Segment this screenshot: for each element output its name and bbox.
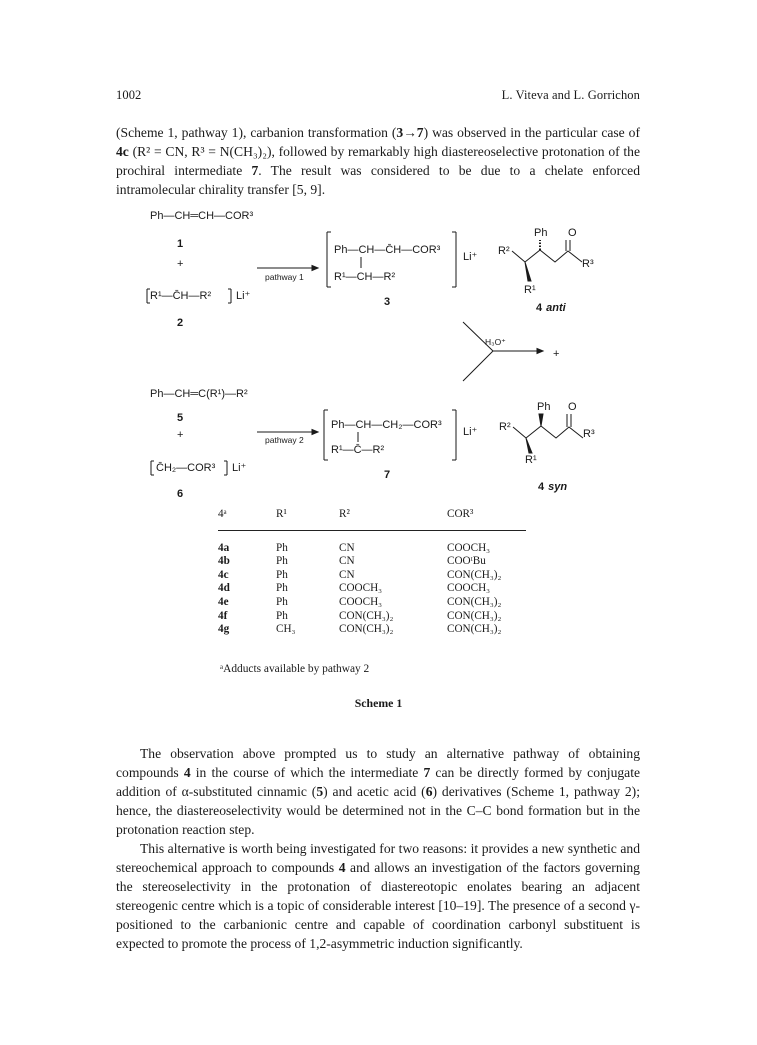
compound-5-formula: Ph—CH═C(R¹)—R² bbox=[150, 388, 248, 400]
table-cell: 4g bbox=[218, 623, 230, 636]
table-header-cell: COR³ bbox=[447, 508, 526, 530]
para2-ref-7: 7 bbox=[423, 765, 431, 780]
table-cell: COOᵗBu bbox=[447, 555, 486, 568]
page-number: 1002 bbox=[116, 88, 142, 102]
intermediate-7-number: 7 bbox=[384, 469, 391, 481]
intermediate-7-bottom: R¹—C̄—R² bbox=[331, 444, 385, 456]
lithium-cation-3: Li⁺ bbox=[463, 251, 478, 263]
pathway-2-label: pathway 2 bbox=[265, 435, 304, 445]
protonation-divider bbox=[463, 322, 493, 381]
table-cell: 4c bbox=[218, 568, 229, 581]
para2-text-1: The observation above prompted us to study an alternative pathway of obtaining compounds bbox=[116, 746, 640, 780]
para3-text-2: and allows an investigation of the factors governing the stereoselectivity in the protonation of diastereotopic enolates bearing an adjacent stereogenic centre which is a topic of considerable interest [10–19]. The presence of a second γ-positioned to the carbanionic centre and capable of coordination carbonyl substituent is expected to promote the process of 1,2-asymmetric induction significantly. bbox=[116, 860, 640, 951]
table-cell: CON(CH₃)₂ bbox=[339, 609, 394, 622]
ref-3-to-7: 3→7 bbox=[396, 125, 424, 140]
table-cell: 4f bbox=[218, 609, 228, 622]
anti-wedge-bond bbox=[525, 262, 531, 281]
bracket-7-right bbox=[452, 410, 456, 460]
table-cell: Ph bbox=[276, 582, 288, 595]
arrow-pathway-2-head bbox=[312, 430, 318, 435]
table-cell: CON(CH₃)₂ bbox=[447, 568, 502, 581]
bracket-6-left bbox=[151, 461, 154, 475]
anti-product-number: 4 bbox=[536, 302, 543, 314]
scheme-caption: Scheme 1 bbox=[354, 696, 403, 710]
syn-ph-label: Ph bbox=[537, 401, 551, 413]
body-paragraph-2 bbox=[116, 744, 640, 839]
table-cell: COOCH₃ bbox=[339, 582, 383, 595]
anti-o-label: O bbox=[568, 227, 577, 239]
intro-text-2: ) was observed in the particular case of bbox=[423, 125, 640, 140]
table-cell: COOCH₃ bbox=[339, 595, 383, 608]
table-cell: CON(CH₃)₂ bbox=[447, 595, 502, 608]
table-row bbox=[218, 555, 526, 569]
syn-o-label: O bbox=[568, 401, 577, 413]
table-cell: CON(CH₃)₂ bbox=[339, 623, 394, 636]
intro-text-4: . The result was considered to be due to a chelate enforced intramolecular chirality transfer [5, 9]. bbox=[116, 163, 640, 197]
arrow-pathway-1-head bbox=[312, 266, 318, 271]
table-header-cell: R¹ bbox=[276, 508, 339, 530]
running-head: L. Viteva and L. Gorrichon bbox=[501, 88, 640, 102]
syn-wedge-bond-up bbox=[539, 414, 543, 426]
plus-sign-products: + bbox=[553, 348, 560, 360]
plus-sign-2: + bbox=[177, 429, 184, 441]
table-cell: CH₃ bbox=[276, 623, 296, 636]
anti-r2-label: R² bbox=[498, 245, 510, 257]
para2-text-5: ) derivatives (Scheme 1, pathway 2); hence, the diastereoselectivity would be determined not in the C–C bond formation but in the protonation reaction step. bbox=[116, 784, 640, 837]
table-cell: 4a bbox=[218, 541, 230, 554]
anti-carbonyl-bond bbox=[566, 240, 570, 251]
table-cell: COOCH₃ bbox=[447, 541, 491, 554]
compound-6-formula: C̄H₂—COR³ bbox=[156, 462, 216, 474]
para2-text-4: ) and acetic acid ( bbox=[323, 784, 426, 799]
h3o-reagent: H₃O⁺ bbox=[485, 337, 506, 347]
table-cell: CN bbox=[339, 541, 355, 554]
table-cell: Ph bbox=[276, 541, 288, 554]
table-cell: Ph bbox=[276, 555, 288, 568]
syn-descriptor: syn bbox=[548, 481, 568, 493]
table-row bbox=[218, 623, 526, 637]
intro-text-3: followed by remarkably high diastereoselective protonation of the prochiral intermediate bbox=[116, 144, 640, 178]
table-cell: 4d bbox=[218, 582, 230, 595]
syn-r3-label: R³ bbox=[583, 428, 595, 440]
compound-6-number: 6 bbox=[177, 488, 184, 500]
ref-7: 7 bbox=[251, 163, 259, 178]
intermediate-3-top: Ph—CH—C̄H—COR³ bbox=[334, 244, 441, 256]
para2-ref-4: 4 bbox=[183, 765, 191, 780]
intro-formula: (R² = CN, R³ = N(CH₃)₂), bbox=[128, 144, 279, 159]
ref-4c: 4c bbox=[116, 144, 129, 159]
lithium-cation-7: Li⁺ bbox=[463, 426, 478, 438]
table-header-cell: 4ᵃ bbox=[218, 508, 276, 530]
compound-2-formula: R¹—C̄H—R² bbox=[150, 290, 212, 302]
table-cell: CN bbox=[339, 568, 355, 581]
table-cell: CON(CH₃)₂ bbox=[447, 623, 502, 636]
pathway-1-label: pathway 1 bbox=[265, 272, 304, 282]
para2-text-3: can be directly formed by conjugate addition of α-substituted cinnamic ( bbox=[116, 765, 641, 799]
table-row bbox=[218, 569, 526, 583]
syn-r1-label: R¹ bbox=[525, 454, 537, 466]
table-header-row bbox=[218, 508, 526, 530]
table-row bbox=[218, 530, 526, 555]
arrow-protonation-head bbox=[537, 349, 543, 354]
syn-wedge-bond-down bbox=[526, 438, 532, 453]
table-cell: Ph bbox=[276, 595, 288, 608]
anti-r1-label: R¹ bbox=[524, 284, 536, 296]
compound-1-formula: Ph—CH═CH—COR³ bbox=[150, 210, 254, 222]
intermediate-7-top: Ph—CH—CH₂—COR³ bbox=[331, 419, 442, 431]
table-cell: 4b bbox=[218, 555, 230, 568]
para2-ref-6: 6 bbox=[425, 784, 433, 799]
syn-product-label bbox=[538, 481, 567, 493]
table-row bbox=[218, 610, 526, 624]
table-cell: Ph bbox=[276, 609, 288, 622]
body-paragraph-3 bbox=[116, 839, 640, 953]
bracket-2-right bbox=[228, 289, 231, 303]
intro-text-1: (Scheme 1, pathway 1), carbanion transformation ( bbox=[116, 125, 397, 140]
para3-ref-4: 4 bbox=[338, 860, 346, 875]
table-cell: CON(CH₃)₂ bbox=[447, 609, 502, 622]
para2-text-2: in the course of which the intermediate bbox=[190, 765, 424, 780]
anti-chain-bonds bbox=[512, 250, 582, 262]
lithium-cation-2: Li⁺ bbox=[236, 290, 251, 302]
bracket-3-left bbox=[327, 232, 331, 287]
anti-descriptor: anti bbox=[546, 302, 566, 314]
bracket-7-left bbox=[324, 410, 328, 460]
intermediate-3-bottom: R¹—CH—R² bbox=[334, 271, 396, 283]
para2-ref-5: 5 bbox=[316, 784, 324, 799]
table-row bbox=[218, 582, 526, 596]
substituent-table bbox=[218, 508, 526, 637]
lithium-cation-6: Li⁺ bbox=[232, 462, 247, 474]
anti-r3-label: R³ bbox=[582, 258, 594, 270]
compound-5-number: 5 bbox=[177, 412, 184, 424]
syn-carbonyl-bond bbox=[567, 414, 571, 427]
table-row bbox=[218, 596, 526, 610]
intermediate-3-number: 3 bbox=[384, 296, 391, 308]
table-footnote: ᵃAdducts available by pathway 2 bbox=[220, 663, 370, 675]
table-cell: Ph bbox=[276, 568, 288, 581]
syn-chain-bonds bbox=[513, 426, 583, 438]
plus-sign-1: + bbox=[177, 258, 184, 270]
compound-1-number: 1 bbox=[177, 238, 184, 250]
bracket-6-right bbox=[224, 461, 227, 475]
table-header-cell: R² bbox=[339, 508, 447, 530]
anti-ph-label: Ph bbox=[534, 227, 548, 239]
compound-2-number: 2 bbox=[177, 317, 184, 329]
bracket-3-right bbox=[452, 232, 456, 287]
table-cell: CN bbox=[339, 555, 355, 568]
table-cell: 4e bbox=[218, 595, 229, 608]
syn-r2-label: R² bbox=[499, 421, 511, 433]
anti-product-label bbox=[536, 302, 567, 314]
table-cell: COOCH₃ bbox=[447, 582, 491, 595]
syn-product-number: 4 bbox=[538, 481, 545, 493]
para3-text-1: This alternative is worth being investigated for two reasons: it provides a new synthetic and stereochemical approach to compounds bbox=[116, 841, 640, 875]
